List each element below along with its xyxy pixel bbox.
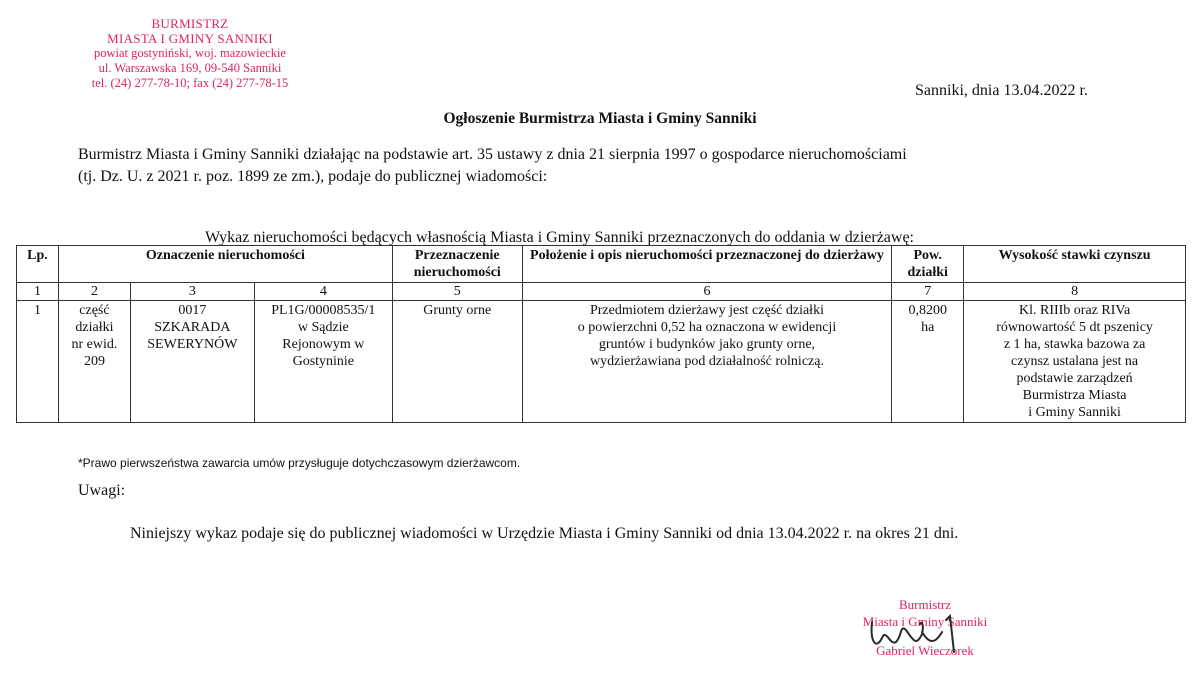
handwritten-signature	[862, 612, 982, 656]
column-number: 8	[964, 283, 1186, 301]
header-lp: Lp.	[17, 246, 59, 283]
column-number: 7	[892, 283, 964, 301]
column-number: 1	[17, 283, 59, 301]
uwagi-label: Uwagi:	[78, 482, 126, 499]
header-przeznaczenie: Przeznaczenie nieruchomości	[392, 246, 522, 283]
signature-line: Burmistrz	[899, 597, 951, 612]
intro-line: (tj. Dz. U. z 2021 r. poz. 1899 ze zm.), podaje do publicznej wiadomości:	[78, 168, 548, 185]
cell-line: część	[79, 303, 110, 318]
document-date: Sanniki, dnia 13.04.2022 r.	[915, 82, 1088, 99]
cell-opis	[522, 301, 892, 423]
table-row	[17, 301, 1186, 423]
cell-line: ha	[921, 320, 935, 335]
info-paragraph: Niniejszy wykaz podaje się do publicznej wiadomości w Urzędzie Miasta i Gminy Sanniki od dnia 13.04.2022 r. na okres 21 dni.	[130, 525, 959, 542]
cell-line: w Sądzie	[297, 320, 349, 335]
column-numbers-row	[17, 283, 1186, 301]
stamp-line: powiat gostyniński, woj. mazowieckie	[94, 46, 286, 60]
cell-line: działki	[75, 320, 114, 335]
cell-line: Gostyninie	[292, 354, 355, 369]
cell-powierzchnia	[892, 301, 964, 423]
cell-line: SEWERYNÓW	[147, 337, 238, 352]
cell-line: z 1 ha, stawka bazowa za	[1003, 337, 1146, 352]
cell-line: Przedmiotem dzierżawy jest część działki	[589, 303, 824, 318]
header-oznaczenie: Oznaczenie nieruchomości	[58, 246, 392, 283]
cell-line: SZKARADA	[154, 320, 231, 335]
cell-line: 0,8200	[908, 303, 947, 318]
cell-obreb	[130, 301, 254, 423]
cell-line: Rejonowym w	[282, 337, 365, 352]
column-number: 5	[392, 283, 522, 301]
cell-line: 209	[83, 354, 105, 369]
cell-line: Kl. RIIIb oraz RIVa	[1018, 303, 1131, 318]
column-number: 3	[130, 283, 254, 301]
header-pow: Pow. działki	[892, 246, 964, 283]
cell-line: podstawie zarządzeń	[1016, 371, 1133, 386]
footnote: *Prawo pierwszeństwa zawarcia umów przysługuje dotychczasowym dzierżawcom.	[78, 456, 521, 470]
cell-line: i Gminy Sanniki	[1028, 405, 1121, 420]
cell-line: PL1G/00008535/1	[271, 303, 376, 318]
cell-line: Burmistrza Miasta	[1022, 388, 1127, 403]
table-header-row	[17, 246, 1186, 283]
cell-line: czynsz ustalana jest na	[1011, 354, 1139, 369]
cell-ksiega	[254, 301, 392, 423]
stamp-line: MIASTA I GMINY SANNIKI	[107, 31, 273, 46]
header-stawka: Wysokość stawki czynszu	[964, 246, 1186, 283]
signature-line: Miasta i Gminy Sanniki	[862, 614, 988, 629]
stamp-line: BURMISTRZ	[151, 16, 229, 31]
column-number: 2	[58, 283, 130, 301]
cell-przeznaczenie	[392, 301, 522, 423]
cell-line: gruntów i budynków jako grunty orne,	[598, 337, 816, 352]
property-table	[16, 245, 1186, 423]
document-heading: Ogłoszenie Burmistrza Miasta i Gminy Sanniki	[443, 110, 757, 127]
table-caption: Wykaz nieruchomości będących własnością Miasta i Gminy Sanniki przeznaczonych do oddania w dzierżawę:	[205, 229, 914, 246]
stamp-line: tel. (24) 277-78-10; fax (24) 277-78-15	[91, 76, 289, 90]
intro-paragraph	[78, 144, 1038, 188]
cell-dzialka	[58, 301, 130, 423]
cell-line: Grunty orne	[423, 303, 492, 318]
header-polozenie: Położenie i opis nieruchomości przeznaczonej do dzierżawy	[522, 246, 892, 283]
intro-line: Burmistrz Miasta i Gminy Sanniki działając na podstawie art. 35 ustawy z dnia 21 sierpnia 1997 o gospodarce nieruchomościami	[78, 146, 907, 163]
cell-line: 0017	[178, 303, 207, 318]
signature-name: Gabriel Wieczorek	[876, 643, 974, 658]
official-stamp	[60, 16, 320, 91]
cell-line: równowartość 5 dt pszenicy	[996, 320, 1153, 335]
column-number: 6	[522, 283, 892, 301]
cell-line: o powierzchni 0,52 ha oznaczona w ewidencji	[577, 320, 837, 335]
cell-line: wydzierżawiana pod działalność rolniczą.	[589, 354, 824, 369]
cell-line: nr ewid.	[71, 337, 118, 352]
cell-stawka	[964, 301, 1186, 423]
cell-lp: 1	[17, 301, 59, 423]
column-number: 4	[254, 283, 392, 301]
stamp-line: ul. Warszawska 169, 09-540 Sanniki	[98, 61, 282, 75]
